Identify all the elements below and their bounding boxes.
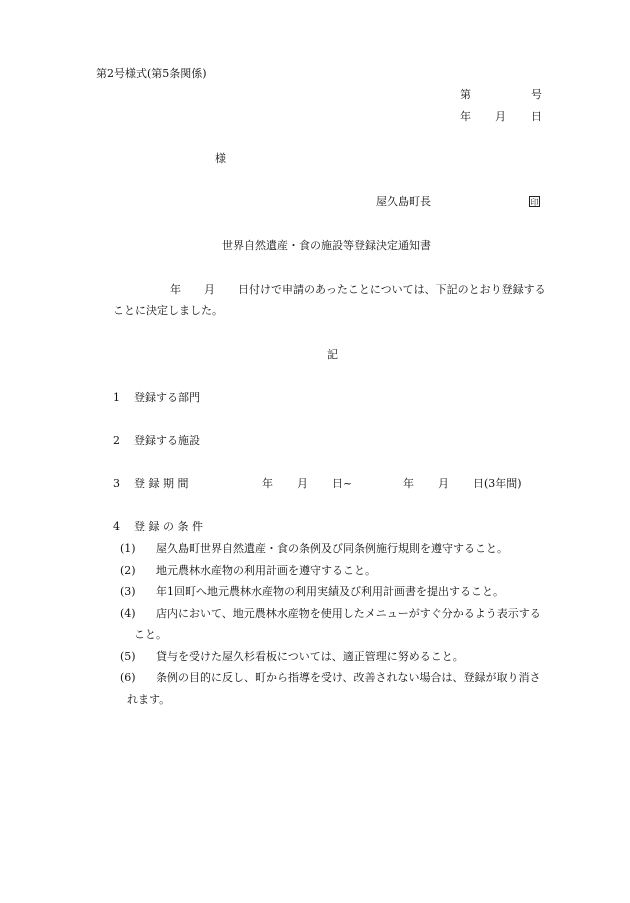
date-month: 月 [495, 110, 506, 123]
date-day: 日 [531, 110, 542, 123]
body-line-1: 日付けで申請のあったことについては、下記のとおり登録する [238, 284, 546, 295]
condition-4-continuation: こと。 [134, 628, 167, 641]
document-title: 世界自然遺産・食の施設等登録決定通知書 [222, 239, 431, 252]
addressee-suffix: 様 [215, 152, 226, 165]
number-suffix: 号 [531, 88, 542, 101]
condition-2-text: 地元農林水産物の利用計画を遵守すること。 [156, 564, 376, 577]
condition-2-number: (2) [120, 564, 136, 577]
period-from-year: 年 [262, 477, 273, 490]
condition-6-text: 条例の目的に反し、町から指導を受け、改善されない場合は、登録が取り消さ [156, 672, 541, 683]
period-from-day: 日~ [332, 477, 353, 490]
condition-1-text: 屋久島町世界自然遺産・食の条例及び同条例施行規則を遵守すること。 [156, 542, 508, 555]
item-3-number: 3 [113, 477, 120, 490]
date-year: 年 [460, 110, 471, 123]
item-2-number: 2 [113, 434, 120, 447]
condition-5-text: 貸与を受けた屋久杉看板については、適正管理に努めること。 [156, 650, 464, 663]
period-to-year: 年 [403, 477, 414, 490]
period-to-day: 日(3年間) [473, 477, 522, 490]
item-1-number: 1 [113, 391, 120, 404]
condition-3-number: (3) [120, 585, 136, 598]
period-from-month: 月 [297, 477, 308, 490]
condition-3-text: 年1回町へ地元農林水産物の利用実績及び利用計画書を提出すること。 [156, 585, 504, 598]
body-line-2: ことに決定しました。 [113, 304, 223, 317]
period-to-month: 月 [438, 477, 449, 490]
condition-6-number: (6) [120, 671, 136, 684]
ki-heading: 記 [327, 348, 338, 361]
body-month: 月 [204, 283, 215, 296]
condition-4-number: (4) [120, 607, 136, 620]
item-4-number: 4 [113, 520, 120, 533]
item-1-label: 登録する部門 [134, 391, 200, 404]
number-prefix: 第 [460, 88, 471, 101]
item-3-label: 登 録 期 間 [134, 477, 189, 490]
seal-mark [529, 196, 540, 207]
body-year: 年 [170, 283, 181, 296]
seal-icon: 印 [530, 198, 539, 207]
condition-4-text: 店内において、地元農林水産物を使用したメニューがすぐ分かるよう表示する [156, 608, 541, 619]
item-2-label: 登録する施設 [134, 434, 200, 447]
condition-5-number: (5) [120, 650, 136, 663]
condition-6-continuation: れます。 [127, 693, 171, 706]
form-label: 第2号様式(第5条関係) [96, 67, 207, 80]
item-4-label: 登 録 の 条 件 [134, 520, 203, 533]
condition-1-number: (1) [120, 542, 136, 555]
issuer-name: 屋久島町長 [376, 195, 431, 208]
